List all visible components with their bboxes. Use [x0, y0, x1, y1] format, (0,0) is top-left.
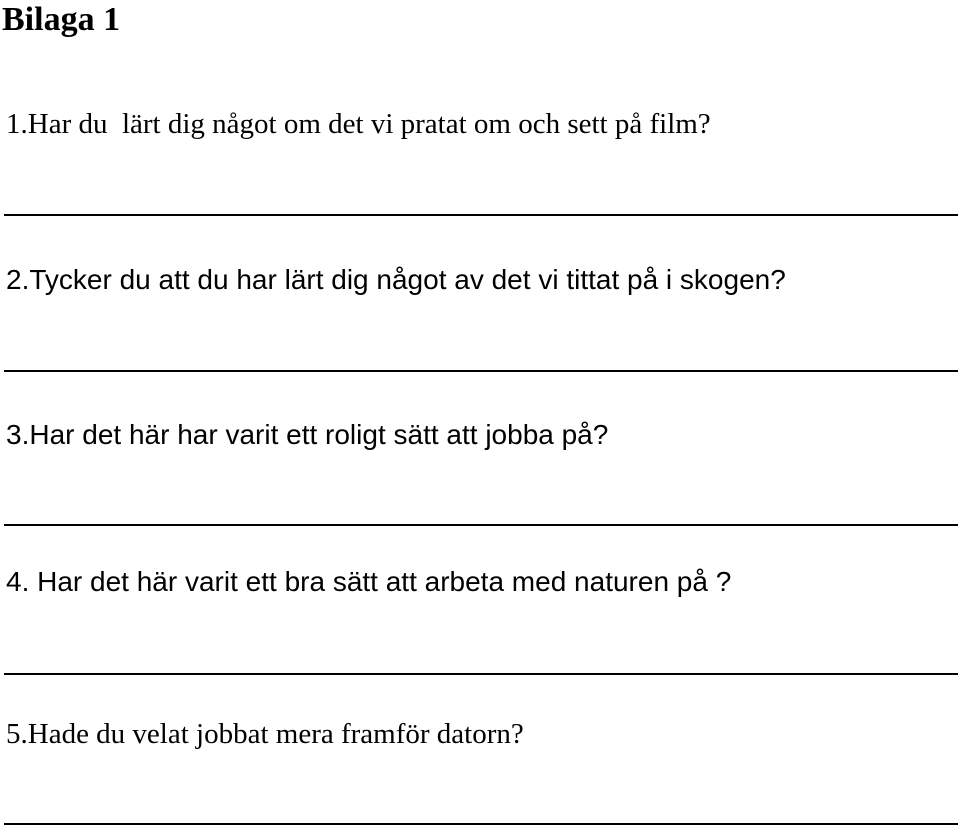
question-2: 2.Tycker du att du har lärt dig något av det vi tittat på i skogen? — [6, 264, 786, 295]
answer-line-1 — [4, 214, 958, 216]
answer-line-3 — [4, 524, 958, 526]
question-4: 4. Har det här varit ett bra sätt att arbeta med naturen på ? — [6, 566, 732, 597]
question-3: 3.Har det här har varit ett roligt sätt att jobba på? — [6, 419, 609, 450]
answer-line-4 — [4, 673, 958, 675]
answer-line-2 — [4, 370, 958, 372]
question-1: 1.Har du lärt dig något om det vi pratat om och sett på film? — [6, 108, 711, 140]
document-title: Bilaga 1 — [2, 1, 121, 38]
answer-line-5 — [4, 823, 958, 825]
question-5: 5.Hade du velat jobbat mera framför datorn? — [6, 718, 524, 750]
